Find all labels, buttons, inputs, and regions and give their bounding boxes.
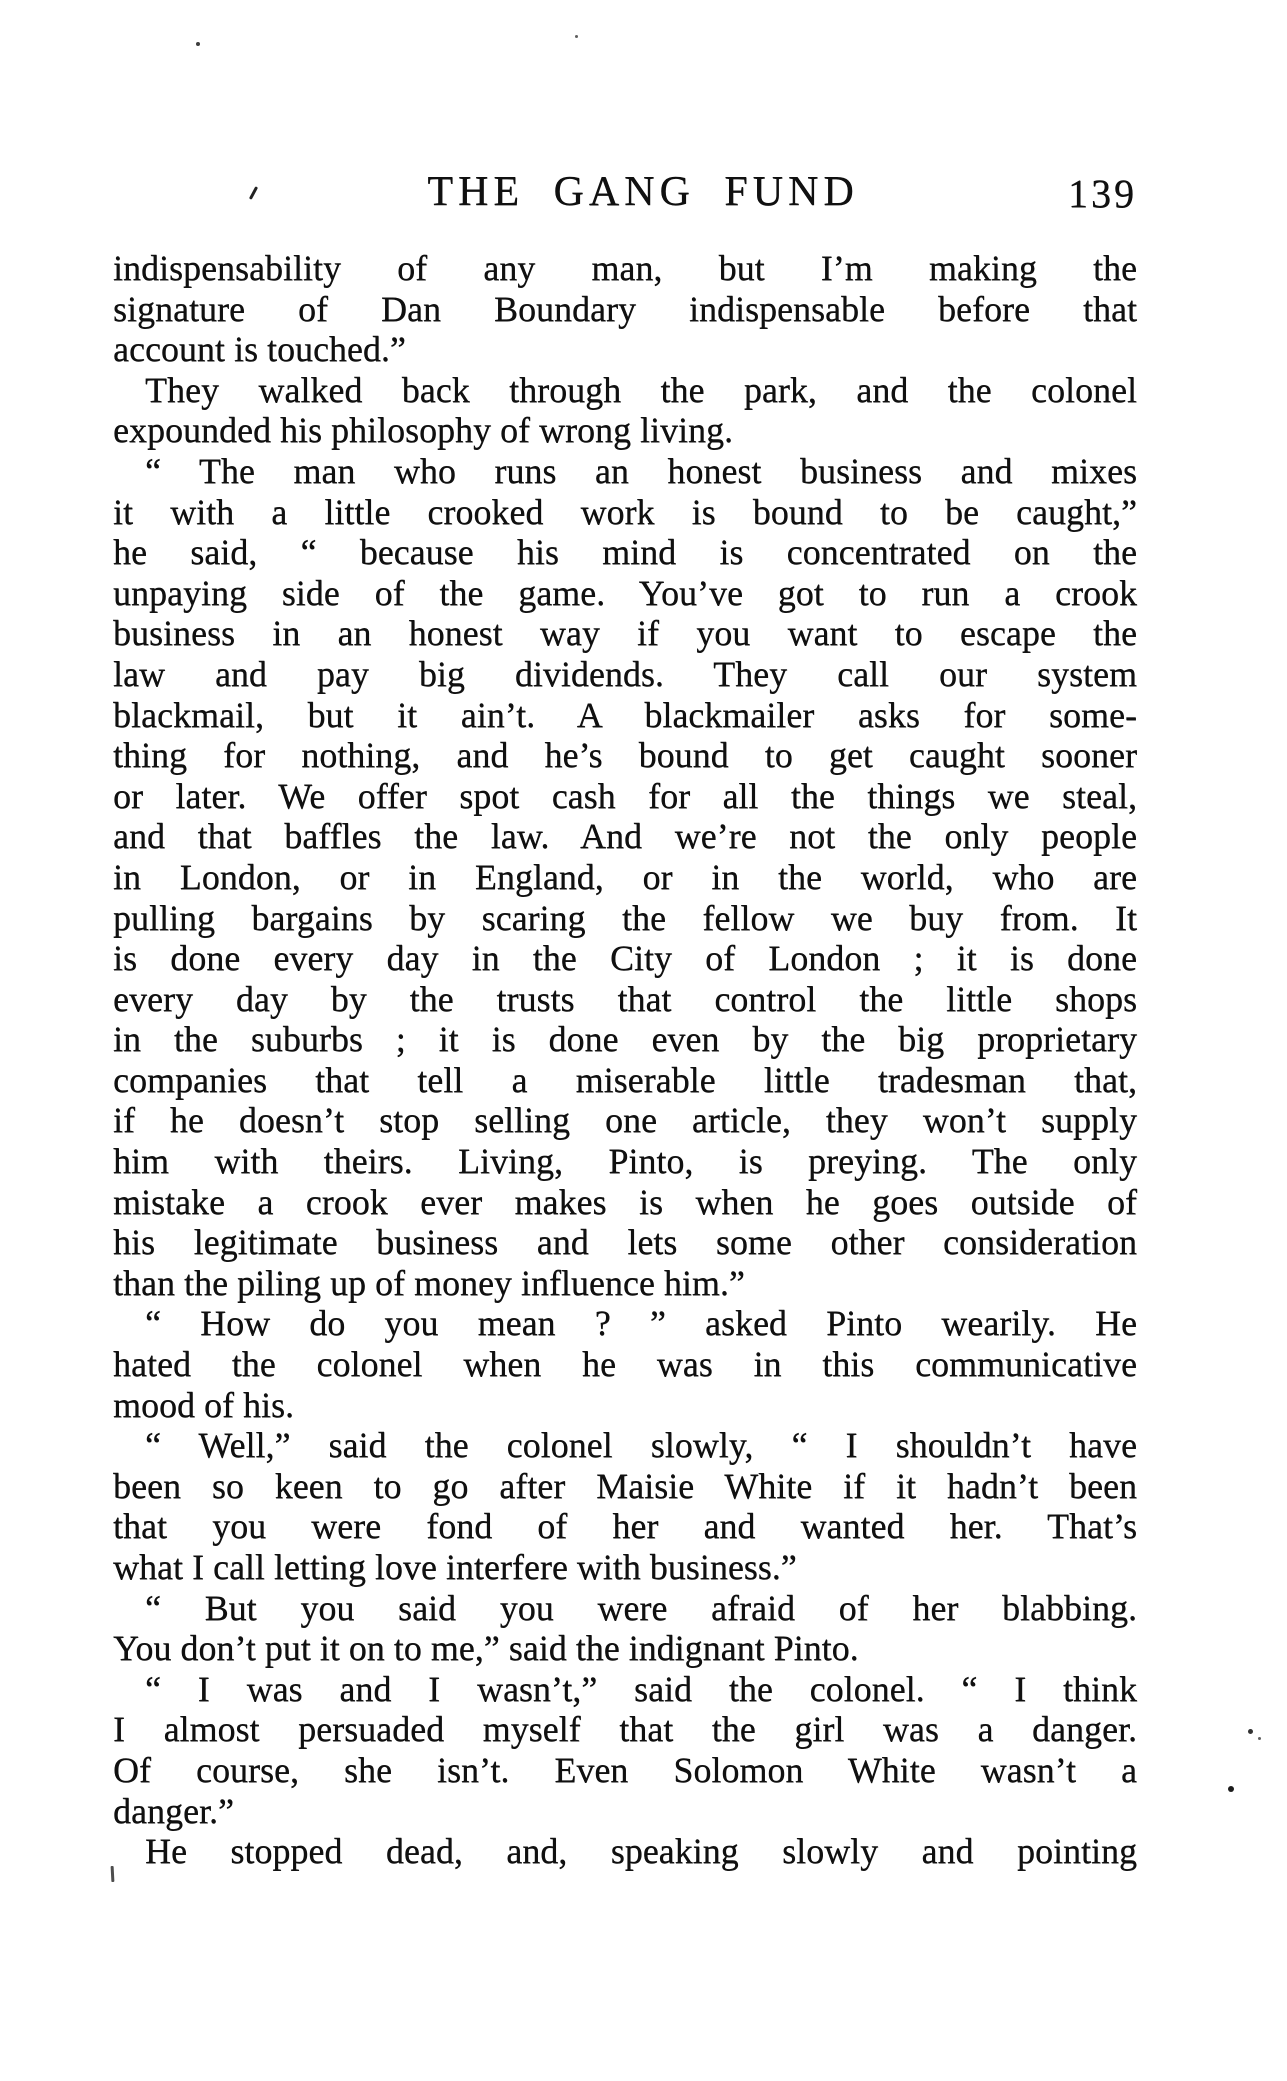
text-line: signature of Dan Boundary indispensable before that [113,288,1137,329]
text-line: than the piling up of money influence him.” [113,1262,745,1303]
text-line: “ I was and I wasn’t,” said the colonel. “ I think [145,1668,1137,1709]
text-line: is done every day in the City of London ; it is done [113,938,1137,979]
text-line: “ The man who runs an honest business and mixes [145,450,1137,491]
ink-speck [196,42,200,46]
text-line: law and pay big dividends. They call our system [113,653,1137,694]
text-line: his legitimate business and lets some other consideration [113,1222,1137,1263]
text-line: unpaying side of the game. You’ve got to run a crook [113,572,1137,613]
page-body [113,248,1137,1872]
text-line: You don’t put it on to me,” said the indignant Pinto. [113,1628,859,1669]
text-line: that you were fond of her and wanted her. That’s [113,1506,1137,1547]
running-head-title: THE GANG FUND [427,169,859,215]
ink-speck [575,35,578,38]
running-head [113,170,1137,216]
text-line: I almost persuaded myself that the girl was a danger. [113,1709,1137,1750]
text-line: blackmail, but it ain’t. A blackmailer asks for some- [113,694,1137,735]
text-line: hated the colonel when he was in this communicative [113,1344,1137,1385]
ink-speck [1228,1786,1234,1792]
text-line: “ How do you mean ? ” asked Pinto wearily. He [145,1303,1137,1344]
ink-speck [1258,1737,1261,1740]
text-line: what I call letting love interfere with business.” [113,1547,797,1587]
text-line: They walked back through the park, and the colonel [145,369,1137,410]
text-line: thing for nothing, and he’s bound to get caught sooner [113,735,1137,776]
text-line: companies that tell a miserable little tradesman that, [113,1059,1137,1100]
ink-speck [1248,1729,1253,1734]
text-line: indispensability of any man, but I’m making the [113,248,1137,288]
text-line: he said, “ because his mind is concentrated on the [113,532,1137,573]
text-line: pulling bargains by scaring the fellow we buy from. It [113,897,1137,938]
text-line: if he doesn’t stop selling one article, they won’t supply [113,1100,1137,1141]
text-line: him with theirs. Living, Pinto, is preying. The only [113,1141,1137,1182]
text-line: every day by the trusts that control the little shops [113,978,1137,1019]
text-line: He stopped dead, and, speaking slowly and pointing [145,1831,1137,1872]
text-line: it with a little crooked work is bound to be caught,” [113,491,1137,532]
text-line: account is touched.” [113,329,406,370]
text-line: in the suburbs ; it is done even by the big proprietary [113,1019,1137,1060]
text-line: Of course, she isn’t. Even Solomon White wasn’t a [113,1749,1137,1790]
text-line: in London, or in England, or in the world, who are [113,856,1137,897]
text-line: or later. We offer spot cash for all the things we steal, [113,775,1137,816]
text-line: business in an honest way if you want to escape the [113,613,1137,654]
text-line: been so keen to go after Maisie White if it hadn’t been [113,1465,1137,1506]
text-line: mood of his. [113,1384,295,1425]
text-line: “ But you said you were afraid of her blabbing. [145,1587,1137,1628]
text-line: and that baffles the law. And we’re not the only people [113,816,1137,857]
text-line: mistake a crook ever makes is when he goes outside of [113,1181,1137,1222]
text-line: expounded his philosophy of wrong living. [113,410,733,451]
page-number: 139 [1068,171,1137,216]
text-line: “ Well,” said the colonel slowly, “ I shouldn’t have [145,1425,1137,1466]
text-line: danger.” [113,1790,234,1831]
